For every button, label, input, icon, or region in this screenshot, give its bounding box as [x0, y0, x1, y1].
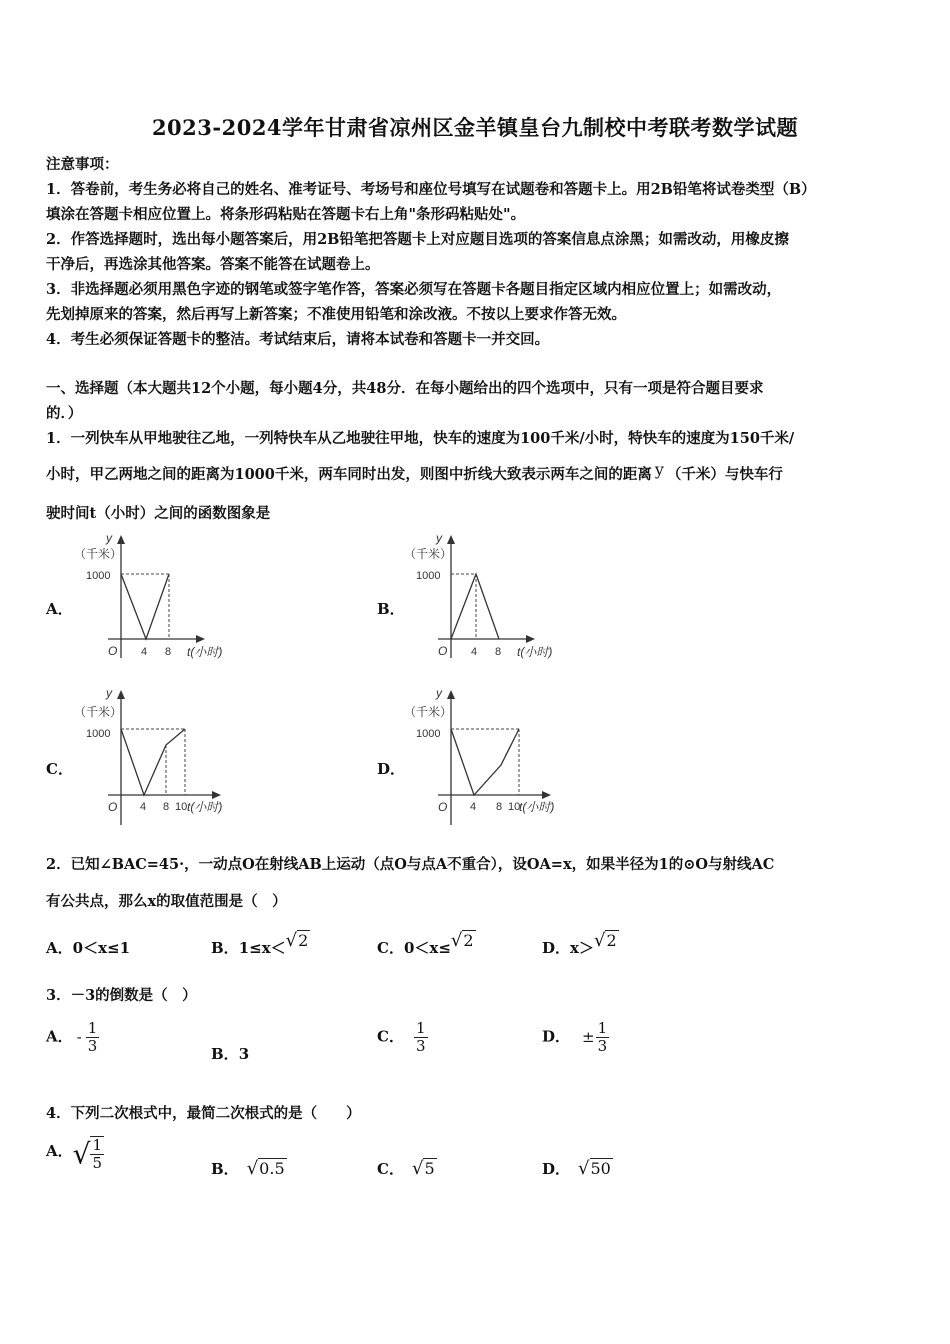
q1-var-y: y	[654, 460, 664, 479]
notice-line: 填涂在答题卡相应位置上。将条形码粘贴在答题卡右上角"条形码粘贴处"。	[46, 206, 526, 223]
x-tick-4: 4	[141, 646, 148, 658]
option-label: B．	[211, 1160, 239, 1178]
q3-stem: 3．－3的倒数是（ ）	[46, 987, 197, 1004]
x-tick-8: 8	[496, 801, 503, 813]
unit-label: （千米）	[74, 547, 123, 561]
radicand: 5	[424, 1159, 435, 1178]
q2-stem-line1: 2．已知∠BAC=45·，一动点O在射线AB上运动（点O与点A不重合），设OA=x，如果半径为1的⊙O与射线AC	[46, 856, 775, 873]
x-tick-4: 4	[471, 646, 478, 658]
y-axis-label: y	[436, 531, 442, 545]
notice-line: 1．答卷前，考生务必将自己的姓名、准考证号、考场号和座位号填写在试题卷和答题卡上。用2B铅笔将试卷类型（B）	[46, 181, 816, 198]
sqrt-expression: √0.5	[246, 1158, 285, 1179]
sign: -	[76, 1027, 82, 1046]
option-label: A．	[46, 1027, 73, 1046]
numerator: 1	[415, 1019, 426, 1037]
origin-label: O	[438, 644, 448, 658]
radicand: 2	[606, 931, 617, 950]
q4-option-a	[46, 1136, 104, 1172]
unit-label: （千米）	[74, 705, 123, 719]
option-label: A．	[46, 939, 73, 957]
q1-stem-line2	[46, 460, 783, 484]
option-text: 3	[238, 1045, 250, 1063]
numerator: 1	[87, 1019, 98, 1037]
section-heading-cont: 的．）	[46, 405, 83, 422]
radicand: 2	[298, 931, 309, 950]
x-tick-8: 8	[165, 646, 172, 658]
unit-label: （千米）	[404, 705, 453, 719]
y-tick-1000: 1000	[86, 728, 111, 740]
option-text: 0＜x≤	[403, 939, 451, 957]
q1-option-d-label: D．	[377, 760, 406, 778]
y-axis-label: y	[106, 531, 112, 545]
q1-stem-line3: 驶时间t（小时）之间的函数图象是	[46, 505, 271, 522]
unit-label: （千米）	[404, 547, 453, 561]
sqrt-symbol: √	[72, 1137, 91, 1171]
q2-option-d	[542, 930, 619, 957]
option-label: D．	[542, 1160, 571, 1178]
sqrt-expression: √2	[593, 930, 617, 951]
option-label: B．	[211, 1045, 239, 1063]
origin-label: O	[108, 800, 118, 814]
x-tick-8: 8	[163, 801, 170, 813]
q2-option-b	[211, 930, 310, 957]
y-axis-label: y	[436, 686, 442, 700]
q1-stem-text: （千米）与快车行	[666, 466, 783, 483]
sqrt-expression: √2	[450, 930, 474, 951]
origin-label: O	[438, 800, 448, 814]
fraction	[596, 1020, 610, 1055]
q4-option-d	[542, 1158, 613, 1179]
notice-line: 3．非选择题必须用黑色字迹的钢笔或签字笔作答，答案必须写在答题卡各题目指定区域内相应位置上；如需改动，	[46, 281, 782, 298]
q4-stem: 4．下列二次根式中，最简二次根式的是（ ）	[46, 1105, 361, 1122]
option-label: C．	[377, 939, 404, 957]
q2-option-c	[377, 930, 476, 957]
notice-line: 2．作答选择题时，选出每小题答案后，用2B铅笔把答题卡上对应题目选项的答案信息点涂黑；如需改动，用橡皮擦	[46, 231, 789, 248]
x-axis-label: t(小时)	[187, 800, 223, 814]
option-label: D．	[542, 1027, 571, 1046]
denominator: 3	[415, 1037, 426, 1055]
q3-option-c	[377, 1020, 428, 1055]
y-axis-label: y	[106, 686, 112, 700]
q1-graph-b	[398, 530, 578, 670]
option-label: A．	[46, 1142, 73, 1160]
y-tick-1000: 1000	[416, 570, 441, 582]
q2-option-a	[46, 937, 130, 958]
numerator: 1	[597, 1019, 608, 1037]
sqrt-expression: √50	[578, 1158, 611, 1179]
option-label: D．	[542, 939, 571, 957]
q1-option-a-label: A．	[46, 600, 73, 618]
x-axis-label: t(小时)	[517, 645, 553, 659]
option-text: x＞	[570, 939, 594, 957]
q2-stem-line2: 有公共点，那么x的取值范围是（ ）	[46, 893, 287, 910]
option-text: 0＜x≤1	[72, 939, 131, 957]
notice-line: 4．考生必须保证答题卡的整洁。考试结束后，请将本试卷和答题卡一并交回。	[46, 331, 550, 348]
x-tick-4: 4	[140, 801, 147, 813]
x-axis-label: t(小时)	[519, 800, 555, 814]
radicand: 50	[590, 1159, 611, 1178]
sqrt-expression: √5	[411, 1158, 435, 1179]
fraction	[90, 1136, 104, 1172]
notice-line: 先划掉原来的答案，然后再写上新答案；不准使用铅笔和涂改液。不按以上要求作答无效。	[46, 306, 626, 323]
q3-option-a	[46, 1020, 99, 1055]
denominator: 3	[597, 1037, 608, 1055]
numerator: 1	[92, 1136, 103, 1154]
x-tick-10: 10	[508, 801, 521, 813]
q1-option-c-label: C．	[46, 760, 73, 778]
denominator: 5	[92, 1154, 103, 1172]
option-text: 1≤x＜	[238, 939, 286, 957]
q1-option-b-label: B．	[377, 600, 405, 618]
q3-option-b	[211, 1043, 249, 1064]
option-label: C．	[377, 1027, 404, 1046]
origin-label: O	[108, 644, 118, 658]
fraction	[414, 1020, 428, 1055]
radicand: 2	[463, 931, 474, 950]
option-label: C．	[377, 1160, 404, 1178]
x-axis-label: t(小时)	[187, 645, 223, 659]
x-tick-8: 8	[495, 646, 502, 658]
q3-option-d	[542, 1020, 609, 1055]
q1-graph-d	[398, 685, 578, 830]
fraction	[86, 1020, 100, 1055]
q4-option-b	[211, 1158, 287, 1179]
x-tick-10: 10	[175, 801, 188, 813]
y-tick-1000: 1000	[416, 728, 441, 740]
page-title: 2023-2024学年甘肃省凉州区金羊镇皇台九制校中考联考数学试题	[151, 115, 799, 140]
sign: ±	[582, 1027, 595, 1046]
x-tick-4: 4	[470, 801, 477, 813]
q4-option-c	[377, 1158, 437, 1179]
section-heading: 一、选择题（本大题共12个小题，每小题4分，共48分．在每小题给出的四个选项中，只有一项是符合题目要求	[46, 380, 764, 397]
q1-graph-c	[68, 685, 248, 830]
sqrt-expression: √2	[285, 930, 309, 951]
radicand: 0.5	[259, 1159, 285, 1178]
y-tick-1000: 1000	[86, 570, 111, 582]
q1-stem-line1: 1．一列快车从甲地驶往乙地，一列特快车从乙地驶往甲地，快车的速度为100千米/小时，特快车的速度为150千米/	[46, 430, 795, 447]
q1-stem-text: 小时，甲乙两地之间的距离为1000千米，两车同时出发，则图中折线大致表示两车之间的距离	[46, 466, 652, 483]
option-label: B．	[211, 939, 239, 957]
q1-graph-a	[68, 530, 248, 670]
notice-heading: 注意事项：	[46, 156, 119, 173]
notice-line: 干净后，再选涂其他答案。答案不能答在试题卷上。	[46, 256, 380, 273]
denominator: 3	[87, 1037, 98, 1055]
